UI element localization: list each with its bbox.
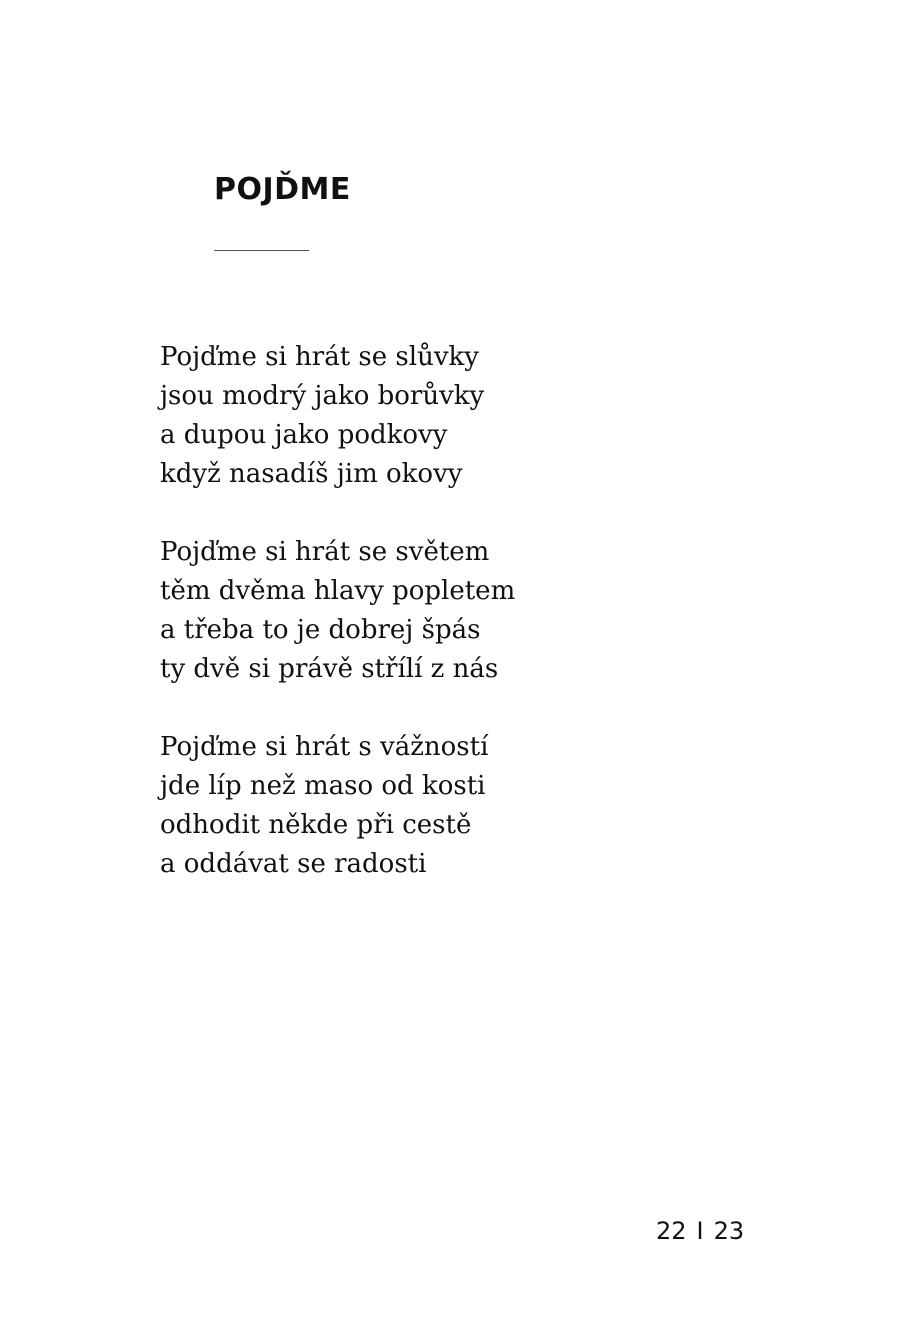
page-number-left: 22 bbox=[656, 1217, 687, 1245]
page-number-separator: I bbox=[696, 1217, 704, 1245]
poem-line: odhodit někde při cestě bbox=[160, 810, 472, 840]
poem-line: ty dvě si právě střílí z nás bbox=[160, 654, 499, 684]
stanza-2 bbox=[160, 533, 720, 689]
poem-title: POJĎME bbox=[214, 172, 351, 207]
poem-line: Pojďme si hrát se slůvky bbox=[160, 342, 479, 372]
page-number-right: 23 bbox=[713, 1217, 745, 1245]
poem-line: jsou modrý jako borůvky bbox=[160, 381, 485, 411]
poem-line: Pojďme si hrát se světem bbox=[160, 537, 490, 567]
poem-line: když nasadíš jim okovy bbox=[160, 459, 463, 489]
poem-line: těm dvěma hlavy popletem bbox=[160, 576, 516, 606]
stanza-3 bbox=[160, 728, 720, 884]
stanza-1 bbox=[160, 338, 720, 494]
poem-line: jde líp než maso od kosti bbox=[160, 771, 486, 801]
title-divider bbox=[214, 250, 309, 251]
poem-body bbox=[160, 338, 720, 923]
poem-line: Pojďme si hrát s vážností bbox=[160, 732, 489, 762]
page-numbers bbox=[656, 1214, 744, 1248]
poem-line: a třeba to je dobrej špás bbox=[160, 615, 481, 645]
poem-line: a oddávat se radosti bbox=[160, 849, 427, 879]
poem-line: a dupou jako podkovy bbox=[160, 420, 448, 450]
